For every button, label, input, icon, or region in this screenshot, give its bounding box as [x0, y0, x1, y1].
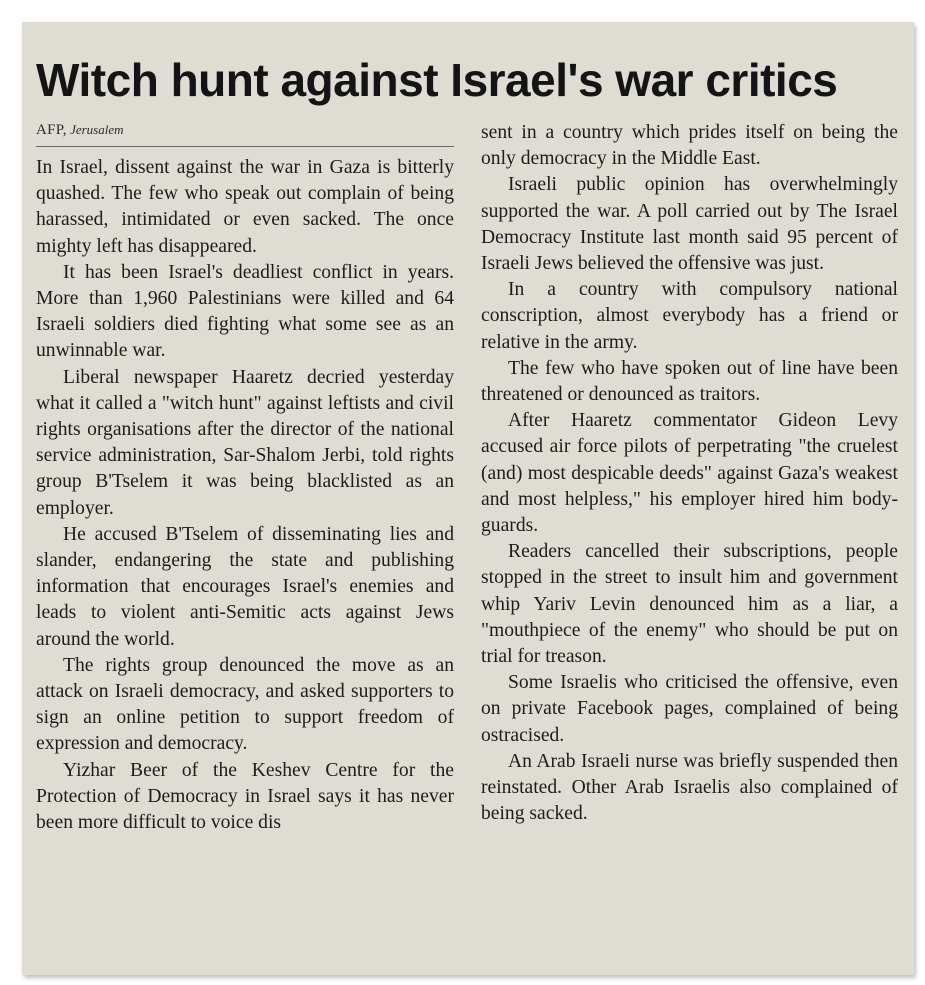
paragraph: In Israel, dissent against the war in Gaza is bitterly quashed. The few who speak out complain of being harassed, intimidated or even sacked. The once mighty left has disappeared. — [36, 157, 454, 257]
newspaper-clipping — [22, 22, 914, 975]
article-column-right — [481, 120, 898, 827]
headline: Witch hunt against Israel's war critics — [36, 54, 838, 106]
paragraph: The few who have spoken out of line have been threatened or denounced as traitors. — [481, 357, 898, 406]
paragraph: He accused B'Tselem of disseminating lies and slander, endangering the state and publishing information that encourages Israel's enemies and leads to violent anti-Semitic acts against Jews around the world. — [36, 523, 454, 650]
paragraph: Yizhar Beer of the Keshev Centre for the Protection of Democracy in Israel says it has never been more difficult to voice dis — [36, 759, 454, 834]
paragraph: In a country with compulsory national conscription, almost everybody has a friend or relative in the army. — [481, 279, 898, 353]
byline-agency: AFP, — [36, 122, 67, 138]
byline-city: Jerusalem — [70, 122, 124, 137]
paragraph: The rights group denounced the move as an attack on Israeli democracy, and asked supporters to sign an online petition to support freedom of expression and democracy. — [36, 654, 454, 755]
article-column-left — [36, 120, 454, 836]
byline — [36, 120, 454, 147]
paragraph: After Haaretz commentator Gideon Levy accused air force pilots of perpetrating "the cruelest (and) most despicable deeds" against Gaza's weakest and most helpless," his employer hired him bodyguards. — [481, 410, 898, 537]
paragraph: An Arab Israeli nurse was briefly suspended then reinstated. Other Arab Israelis also complained of being sacked. — [481, 750, 898, 825]
paragraph: It has been Israel's deadliest conflict in years. More than 1,960 Palestinians were killed and 64 Israeli soldiers died fighting what some see as an unwinnable war. — [36, 261, 454, 362]
paragraph: Readers cancelled their subscriptions, people stopped in the street to insult him and government whip Yariv Levin denounced him as a liar, a "mouthpiece of the enemy" who should be put on trial for treason. — [481, 541, 898, 668]
paragraph: sent in a country which prides itself on being the only democracy in the Middle East. — [481, 122, 898, 170]
paragraph: Liberal newspaper Haaretz decried yesterday what it called a "witch hunt" against leftists and civil rights organisations after the director of the national service administration, Sar-Shalom Jerbi, told rights group B'Tselem it was being blacklisted as an employer. — [36, 366, 454, 519]
paragraph: Israeli public opinion has overwhelmingly supported the war. A poll carried out by The Israel Democracy Institute last month said 95 percent of Israeli Jews believed the offensive was just. — [481, 174, 898, 275]
paragraph: Some Israelis who criticised the offensive, even on private Facebook pages, complained of being ostracised. — [481, 672, 898, 746]
